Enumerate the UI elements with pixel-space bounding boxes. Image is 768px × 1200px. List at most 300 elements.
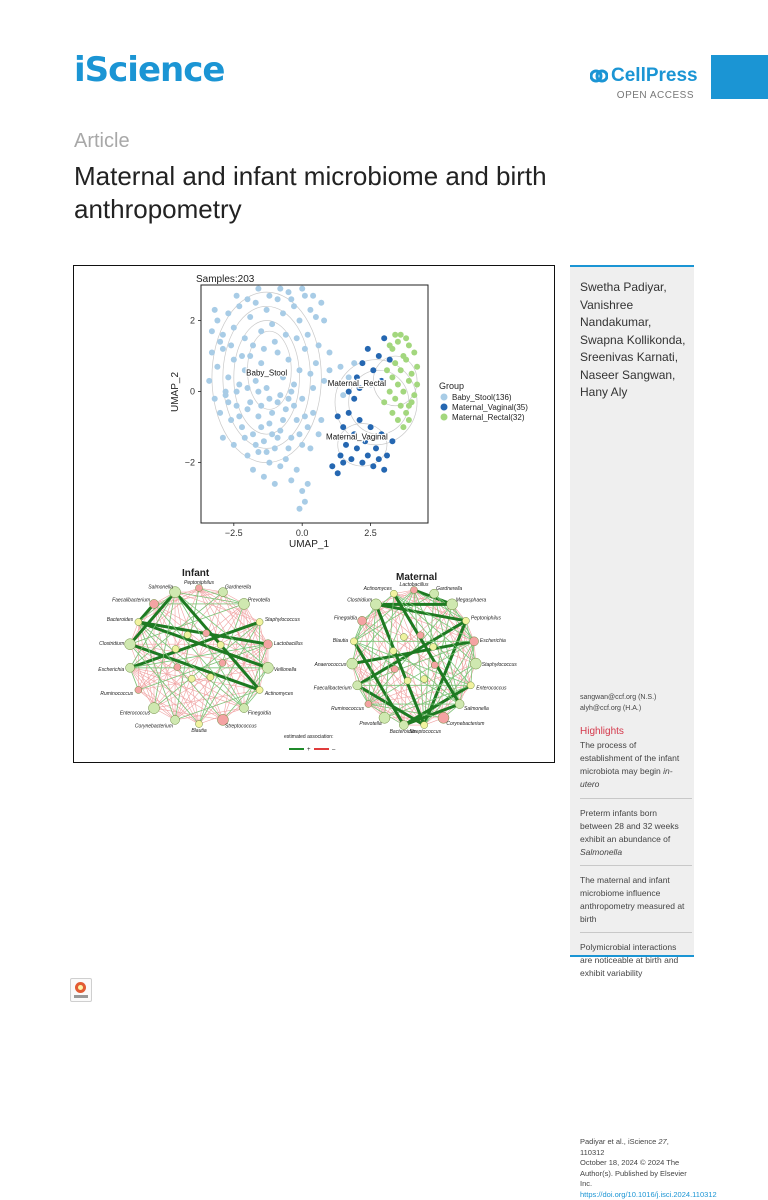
network-node — [262, 662, 273, 673]
author-list: Swetha Padiyar, Vanishree Nandakumar, Swapna Kollikonda, Sreenivas Karnati, Naseer Sangwan, Hany Aly — [580, 280, 686, 399]
umap-point — [264, 307, 270, 313]
network-node-label: Bacteroides — [106, 617, 134, 623]
umap-point — [409, 371, 415, 377]
legend — [441, 393, 529, 422]
umap-point — [253, 378, 259, 384]
umap-point — [272, 481, 278, 487]
network-node-label: Gardnerella — [224, 584, 252, 591]
network-inner-node — [184, 631, 191, 638]
umap-point — [307, 307, 313, 313]
umap-point — [220, 346, 226, 352]
umap-point — [245, 406, 251, 412]
umap-point — [310, 410, 316, 416]
check-for-updates-badge[interactable] — [70, 978, 92, 1002]
umap-point — [302, 346, 308, 352]
network-node-label: Prevotella — [359, 721, 382, 728]
network-node-label: Lactobacillus — [273, 641, 303, 648]
network-inner-node — [431, 662, 438, 669]
umap-point — [387, 357, 393, 363]
umap-point — [275, 350, 281, 356]
network-node-label: Faecalibacterium — [313, 685, 352, 692]
umap-point — [400, 389, 406, 395]
umap-point — [297, 506, 303, 512]
umap-point — [247, 353, 253, 359]
umap-point — [327, 367, 333, 373]
network-inner-node — [217, 641, 224, 648]
umap-point — [209, 350, 215, 356]
network-node-label: Bacteroides — [389, 728, 417, 735]
x-tick-label: −2.5 — [224, 528, 243, 538]
umap-point — [272, 445, 278, 451]
umap-point — [239, 353, 245, 359]
positive-sign: + — [307, 747, 311, 753]
x-axis-label: UMAP_1 — [288, 539, 330, 550]
umap-point — [351, 360, 357, 366]
umap-point — [266, 421, 272, 427]
umap-point — [236, 413, 242, 419]
network-node-label: Corynebacterium — [446, 721, 485, 728]
umap-point — [245, 385, 251, 391]
network-node-label: Staphylococcus — [264, 617, 300, 623]
network-node — [125, 639, 136, 650]
network-node — [256, 619, 263, 626]
umap-point — [392, 396, 398, 402]
umap-point — [269, 410, 275, 416]
y-tick-label: 2 — [189, 315, 195, 326]
network-node — [350, 638, 357, 645]
citation-article-number: , 110312 — [580, 1137, 669, 1157]
umap-point — [368, 424, 374, 430]
umap-point — [403, 335, 409, 341]
umap-point — [239, 424, 245, 430]
umap-point — [299, 488, 305, 494]
umap-point — [288, 389, 294, 395]
y-tick-label: −2 — [184, 457, 195, 468]
umap-point — [294, 417, 300, 423]
umap-point — [266, 293, 272, 299]
network-node-label: Megasphaera — [455, 597, 487, 604]
highlight-text: Polymicrobial interactions are noticeable at birth and exhibit variability — [580, 942, 679, 978]
umap-point — [310, 293, 316, 299]
umap-point — [351, 396, 357, 402]
umap-point — [253, 442, 259, 448]
publisher-logo[interactable] — [590, 65, 698, 101]
umap-point — [327, 350, 333, 356]
network-inner-node — [417, 632, 424, 639]
umap-point — [316, 431, 322, 437]
umap-point — [299, 396, 305, 402]
network-node-label: Faecalibacterium — [112, 597, 151, 604]
umap-point — [231, 357, 237, 363]
cluster-label: Maternal_Vaginal — [326, 432, 388, 442]
umap-point — [357, 417, 363, 423]
umap-point — [302, 293, 308, 299]
network-node-label: Corynebacterium — [134, 723, 174, 730]
umap-point — [392, 360, 398, 366]
badge-bar — [74, 995, 88, 998]
umap-point — [250, 467, 256, 473]
umap-point — [214, 364, 220, 370]
umap-point — [258, 424, 264, 430]
x-tick-label: 0.0 — [295, 528, 309, 538]
umap-point — [318, 417, 324, 423]
umap-point — [354, 445, 360, 451]
umap-point — [286, 357, 292, 363]
umap-point — [398, 332, 404, 338]
umap-point — [258, 403, 264, 409]
umap-point — [220, 435, 226, 441]
umap-point — [365, 346, 371, 352]
umap-point — [348, 456, 354, 462]
umap-point — [302, 413, 308, 419]
umap-point — [343, 442, 349, 448]
umap-point — [406, 342, 412, 348]
umap-point — [261, 346, 267, 352]
email-link[interactable]: sangwan@ccf.org (N.S.) — [580, 694, 657, 701]
umap-point — [269, 321, 275, 327]
umap-point — [359, 360, 365, 366]
network-node-label: Ruminococcus — [100, 691, 134, 697]
infant-network — [98, 580, 303, 734]
umap-point — [381, 467, 387, 473]
network-node-label: Blautia — [191, 728, 207, 734]
network-node-label: Escherichia — [479, 637, 506, 644]
summary-sidebar — [570, 265, 717, 1199]
umap-point — [223, 389, 229, 395]
umap-point — [340, 424, 346, 430]
cellpress-icon — [590, 68, 608, 84]
umap-point — [338, 364, 344, 370]
graphical-abstract-figure — [73, 265, 555, 763]
umap-point — [329, 463, 335, 469]
network-node — [150, 599, 159, 608]
umap-point — [389, 438, 395, 444]
umap-point — [370, 367, 376, 373]
umap-point — [277, 463, 283, 469]
umap-point — [400, 424, 406, 430]
network-edge-negative — [175, 708, 244, 720]
highlight-emphasis: Salmonella — [580, 847, 623, 857]
umap-point — [245, 453, 251, 459]
y-axis-label: UMAP_2 — [170, 371, 181, 413]
umap-point — [288, 477, 294, 483]
network-inner-node — [207, 674, 214, 681]
umap-point — [307, 371, 313, 377]
highlight-item — [580, 807, 690, 859]
umap-point — [255, 449, 261, 455]
citation-block — [580, 1137, 717, 1200]
divider — [580, 865, 692, 866]
umap-point — [225, 374, 231, 380]
network-node-label: Prevotella — [247, 597, 271, 604]
umap-point — [236, 303, 242, 309]
publisher-name: CellPress — [611, 65, 698, 86]
umap-point — [294, 467, 300, 473]
umap-point — [389, 410, 395, 416]
umap-point — [217, 410, 223, 416]
highlight-item — [580, 874, 690, 926]
article-title: Maternal and infant microbiome and birth anthropometry — [74, 161, 547, 224]
open-access-label: OPEN ACCESS — [616, 90, 694, 101]
network-node — [126, 663, 135, 672]
umap-point — [277, 428, 283, 434]
network-node-label: Anaerococcus — [314, 662, 347, 669]
network-node — [467, 682, 474, 689]
umap-point — [286, 396, 292, 402]
umap-point — [269, 431, 275, 437]
network-inner-node — [188, 675, 195, 682]
umap-point — [291, 382, 297, 388]
maternal-network — [314, 582, 518, 735]
network-node-label: Staphylococcus — [481, 662, 517, 669]
umap-point — [209, 328, 215, 334]
umap-point — [381, 399, 387, 405]
network-node-label: Enterococcus — [119, 710, 151, 717]
divider — [580, 798, 692, 799]
umap-point — [283, 332, 289, 338]
umap-point — [255, 389, 261, 395]
network-node-label: Gardnerella — [436, 586, 463, 593]
network-inner-node — [172, 645, 179, 652]
umap-point — [261, 474, 267, 480]
umap-point — [220, 332, 226, 338]
umap-point — [384, 453, 390, 459]
cluster-label: Maternal_Rectal — [327, 379, 387, 389]
network-node — [462, 617, 469, 624]
umap-point — [346, 389, 352, 395]
umap-point — [212, 307, 218, 313]
umap-point — [395, 339, 401, 345]
umap-point — [242, 335, 248, 341]
umap-point — [280, 310, 286, 316]
network-node — [365, 701, 372, 708]
umap-point — [228, 417, 234, 423]
network-node-label: Enterococcus — [476, 685, 507, 692]
umap-point — [398, 403, 404, 409]
umap-point — [225, 399, 231, 405]
umap-point — [280, 417, 286, 423]
umap-point — [414, 364, 420, 370]
umap-point — [247, 314, 253, 320]
umap-point — [255, 413, 261, 419]
legend-swatch — [441, 404, 448, 411]
network-node — [455, 700, 464, 709]
network-node-label: Salmonella — [464, 706, 489, 713]
umap-point — [283, 406, 289, 412]
umap-point — [231, 442, 237, 448]
network-node-label: Streptococcus — [409, 728, 442, 735]
cluster-label: Baby_Stool — [246, 368, 288, 378]
umap-point — [236, 382, 242, 388]
umap-point — [316, 342, 322, 348]
infant-network-title: Infant — [182, 568, 210, 579]
umap-point — [250, 342, 256, 348]
umap-point — [338, 453, 344, 459]
umap-point — [406, 378, 412, 384]
umap-point — [277, 286, 283, 292]
legend-entry: Baby_Stool(136) — [452, 393, 512, 402]
umap-point — [275, 296, 281, 302]
umap-point — [310, 385, 316, 391]
highlight-text: The maternal and infant microbiome influence anthropometry measured at birth — [580, 875, 685, 924]
citation-authors: Padiyar et al., iScience — [580, 1137, 659, 1146]
network-node — [358, 616, 367, 625]
figure-canvas — [74, 266, 554, 762]
corresponding-emails — [580, 692, 656, 714]
umap-point — [258, 360, 264, 366]
umap-point — [302, 499, 308, 505]
umap-point — [231, 325, 237, 331]
negative-sign: – — [332, 747, 336, 753]
y-tick-label: 0 — [189, 386, 195, 397]
samples-label: Samples:203 — [196, 274, 255, 285]
network-node-label: Escherichia — [98, 666, 125, 673]
umap-point — [297, 431, 303, 437]
citation-volume: 27 — [658, 1137, 667, 1146]
umap-point — [266, 396, 272, 402]
legend-swatch — [441, 394, 448, 401]
network-node — [421, 722, 428, 729]
umap-point — [335, 470, 341, 476]
umap-point — [381, 335, 387, 341]
email-link[interactable]: alyh@ccf.org (H.A.) — [580, 705, 642, 712]
umap-point — [403, 357, 409, 363]
umap-point — [245, 296, 251, 302]
network-node — [135, 687, 142, 694]
network-inner-node — [174, 664, 181, 671]
umap-point — [234, 293, 240, 299]
umap-point — [313, 360, 319, 366]
umap-point — [253, 300, 259, 306]
umap-point — [255, 286, 261, 292]
network-inner-node — [203, 630, 210, 637]
umap-point — [297, 318, 303, 324]
network-node-label: Clostridium — [99, 641, 125, 648]
network-inner-node — [430, 643, 437, 650]
umap-point — [395, 417, 401, 423]
article-type-label: Article — [74, 130, 130, 152]
network-node-label: Blautia — [332, 637, 349, 644]
umap-point — [291, 403, 297, 409]
umap-point — [264, 449, 270, 455]
umap-point — [286, 445, 292, 451]
umap-point — [247, 399, 253, 405]
network-inner-node — [421, 676, 428, 683]
umap-point — [340, 460, 346, 466]
umap-point — [387, 389, 393, 395]
network-node-label: Lactobacillus — [399, 582, 429, 588]
network-node-label: Finegoldia — [247, 710, 271, 717]
doi-link[interactable]: https://doi.org/10.1016/j.isci.2024.110312 — [580, 1189, 717, 1199]
network-node-label: Streptococcus — [224, 723, 257, 730]
umap-point — [258, 328, 264, 334]
umap-point — [272, 339, 278, 345]
network-node — [263, 640, 272, 649]
umap-point — [291, 303, 297, 309]
umap-point — [411, 392, 417, 398]
umap-point — [283, 456, 289, 462]
network-node — [353, 681, 362, 690]
network-node-label: Veillonella — [273, 666, 297, 673]
maternal-network-title: Maternal — [396, 572, 438, 583]
x-tick-label: 2.5 — [364, 528, 377, 538]
umap-point — [406, 417, 412, 423]
network-node-label: Actinomyces — [264, 691, 294, 697]
umap-point — [305, 424, 311, 430]
umap-point — [406, 403, 412, 409]
network-node-label: Actinomyces — [363, 586, 392, 593]
umap-point — [288, 296, 294, 302]
umap-point — [411, 350, 417, 356]
legend-swatch — [441, 414, 448, 421]
umap-point — [403, 410, 409, 416]
umap-point — [359, 460, 365, 466]
divider — [580, 932, 692, 933]
umap-point — [376, 456, 382, 462]
umap-point — [384, 367, 390, 373]
umap-point — [387, 342, 393, 348]
umap-point — [286, 289, 292, 295]
umap-point — [365, 453, 371, 459]
umap-point — [217, 339, 223, 345]
network-node-label: Peptoniphilus — [470, 615, 501, 622]
umap-point — [206, 378, 212, 384]
umap-point — [264, 385, 270, 391]
umap-point — [225, 310, 231, 316]
umap-point — [288, 435, 294, 441]
badge-inner-dot — [78, 985, 83, 990]
umap-point — [294, 335, 300, 341]
network-node — [256, 687, 263, 694]
journal-logo[interactable]: iScience — [74, 50, 225, 90]
umap-point — [398, 367, 404, 373]
umap-point — [313, 314, 319, 320]
umap-point — [392, 332, 398, 338]
umap-point — [242, 435, 248, 441]
legend-title: Group — [439, 381, 465, 391]
network-node — [470, 658, 481, 669]
network-inner-node — [391, 666, 398, 673]
network-node-label: Ruminococcus — [331, 706, 364, 713]
umap-point — [321, 318, 327, 324]
umap-point — [321, 378, 327, 384]
legend-entry: Maternal_Rectal(32) — [452, 413, 525, 422]
umap-point — [228, 342, 234, 348]
umap-point — [307, 445, 313, 451]
brand-color-block — [711, 55, 768, 99]
citation-date: October 18, 2024 © 2024 The Author(s). Published by Elsevier Inc. — [580, 1158, 687, 1188]
umap-point — [370, 463, 376, 469]
umap-point — [275, 399, 281, 405]
umap-point — [299, 286, 305, 292]
umap-point — [305, 332, 311, 338]
network-inner-node — [390, 647, 397, 654]
network-inner-node — [219, 660, 226, 667]
umap-point — [234, 389, 240, 395]
umap-point — [234, 403, 240, 409]
network-node-label: Salmonella — [148, 584, 174, 591]
umap-point — [335, 413, 341, 419]
network-inner-node — [404, 677, 411, 684]
umap-point — [299, 442, 305, 448]
network-node-label: Peptoniphilus — [183, 580, 215, 586]
highlight-text: Preterm infants born between 28 and 32 weeks exhibit an abundance of — [580, 808, 679, 844]
legend-entry: Maternal_Vaginal(35) — [452, 403, 528, 412]
network-node-label: Finegoldia — [333, 615, 358, 622]
highlights-heading: Highlights — [580, 726, 624, 737]
umap-point — [414, 382, 420, 388]
umap-point — [297, 367, 303, 373]
